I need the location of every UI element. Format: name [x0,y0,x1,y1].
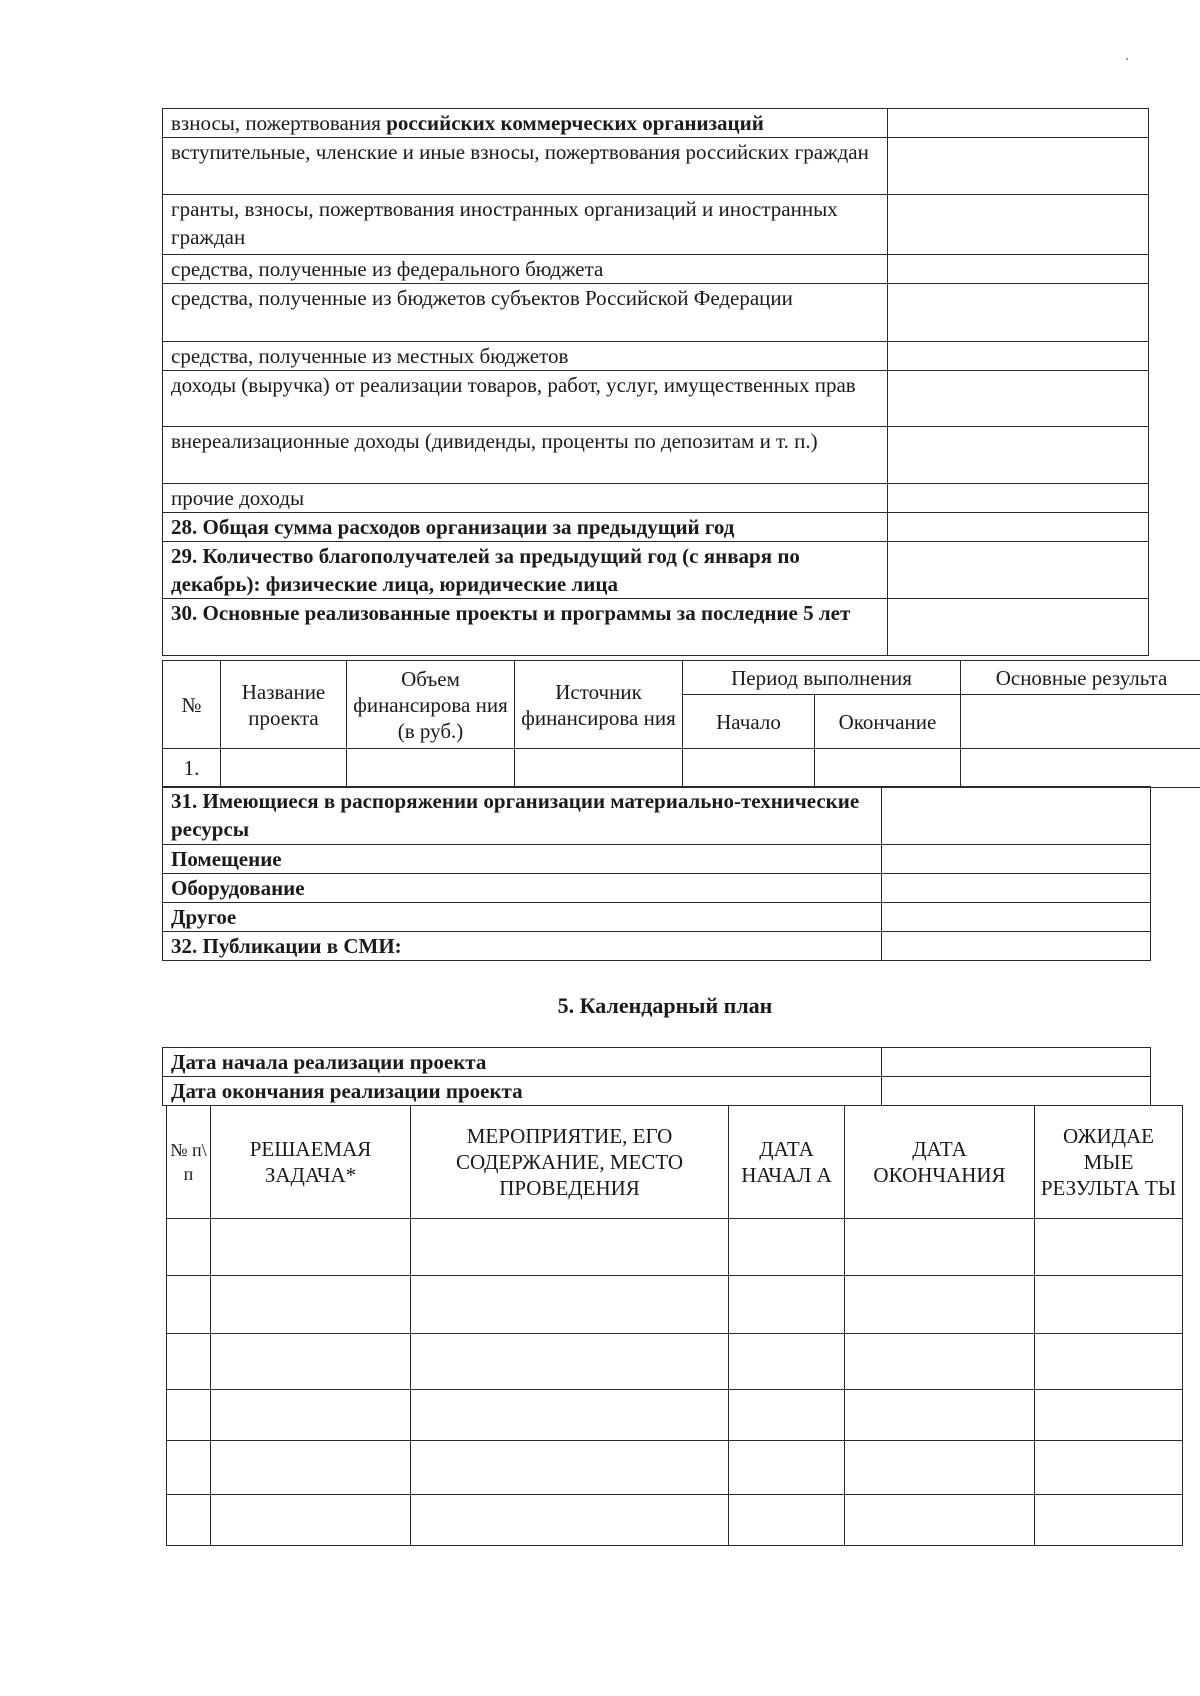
cell-number[interactable] [167,1276,211,1334]
cell-number[interactable] [167,1390,211,1441]
table-row [163,1048,1151,1077]
cell-number[interactable] [167,1219,211,1276]
row-label: средства, полученные из бюджетов субъектов Российской Федерации [163,284,888,342]
table-header-row [167,1106,1183,1219]
cell-event[interactable] [411,1390,729,1441]
header-period-start: Начало [683,695,815,749]
section-title: 5. Календарный план [557,993,773,1018]
question-30-value[interactable] [888,599,1149,656]
table-row [163,599,1149,656]
header-funding-source: Источник финансирова ния [515,661,683,749]
table-row [167,1219,1183,1276]
row-label: доходы (выручка) от реализации товаров, работ, услуг, имущественных прав [163,371,888,427]
header-period: Период выполнения [683,661,961,695]
table-row [167,1390,1183,1441]
table-row [163,542,1149,599]
row-label: вступительные, членские и иные взносы, пожертвования российских граждан [163,138,888,195]
row-label: взносы, пожертвования российских коммерческих организаций [163,109,888,138]
cell-number[interactable] [167,1495,211,1546]
question-32-value[interactable] [882,932,1151,961]
cell-funding-source[interactable] [515,749,683,788]
cell-end-date[interactable] [845,1441,1035,1495]
cell-event[interactable] [411,1276,729,1334]
cell-project-name[interactable] [221,749,347,788]
table-row [163,932,1151,961]
question-28-value[interactable] [888,513,1149,542]
header-number: № [163,661,221,749]
cell-start-date[interactable] [729,1334,845,1390]
question-31-value[interactable] [882,787,1151,845]
cell-expected-results[interactable] [1035,1219,1183,1276]
value-cell[interactable] [888,484,1149,513]
table-row [163,787,1151,845]
equipment-label: Оборудование [163,874,882,903]
header-number: № п\ п [167,1106,211,1219]
question-28-label: 28. Общая сумма расходов организации за предыдущий год [163,513,888,542]
cell-event[interactable] [411,1334,729,1390]
table-row [167,1334,1183,1390]
table-row [167,1441,1183,1495]
cell-event[interactable] [411,1219,729,1276]
cell-start-date[interactable] [729,1390,845,1441]
end-date-value[interactable] [882,1077,1151,1106]
value-cell[interactable] [888,342,1149,371]
header-project-name: Название проекта [221,661,347,749]
cell-results[interactable] [961,749,1200,788]
other-value[interactable] [882,903,1151,932]
value-cell[interactable] [888,255,1149,284]
value-cell[interactable] [888,427,1149,484]
table-row [163,427,1149,484]
table-row [167,1495,1183,1546]
cell-expected-results[interactable] [1035,1276,1183,1334]
start-date-value[interactable] [882,1048,1151,1077]
cell-task[interactable] [211,1441,411,1495]
table-row [163,195,1149,255]
cell-end-date[interactable] [845,1219,1035,1276]
cell-task[interactable] [211,1219,411,1276]
table-row [163,874,1151,903]
cell-end-date[interactable] [845,1390,1035,1441]
cell-period-end[interactable] [815,749,961,788]
question-29-label: 29. Количество благополучателей за предыдущий год (с января по декабрь): физические лица, юридические лица [163,542,888,599]
cell-period-start[interactable] [683,749,815,788]
cell-start-date[interactable] [729,1441,845,1495]
value-cell[interactable] [888,284,1149,342]
cell-expected-results[interactable] [1035,1495,1183,1546]
row-label: средства, полученные из местных бюджетов [163,342,888,371]
cell-start-date[interactable] [729,1495,845,1546]
calendar-plan-table [166,1105,1183,1546]
cell-expected-results[interactable] [1035,1390,1183,1441]
value-cell[interactable] [888,195,1149,255]
table-header-row [163,661,1200,695]
cell-expected-results[interactable] [1035,1441,1183,1495]
project-dates-table [162,1047,1151,1106]
question-29-value[interactable] [888,542,1149,599]
cell-number[interactable] [167,1441,211,1495]
header-start-date: ДАТА НАЧАЛ А [729,1106,845,1219]
table-row [163,845,1151,874]
value-cell[interactable] [888,138,1149,195]
table-row [163,903,1151,932]
cell-task[interactable] [211,1276,411,1334]
question-32-label: 32. Публикации в СМИ: [163,932,882,961]
cell-end-date[interactable] [845,1276,1035,1334]
table-row [163,342,1149,371]
table-row [163,749,1200,788]
cell-task[interactable] [211,1390,411,1441]
resources-table [162,786,1151,961]
cell-event[interactable] [411,1495,729,1546]
question-31-label: 31. Имеющиеся в распоряжении организации материально-технические ресурсы [163,787,882,845]
header-expected-results: ОЖИДАЕ МЫЕ РЕЗУЛЬТА ТЫ [1035,1106,1183,1219]
table-row [163,255,1149,284]
table-row [167,1276,1183,1334]
row-label: внереализационные доходы (дивиденды, проценты по депозитам и т. п.) [163,427,888,484]
income-sources-table [162,108,1149,656]
header-results: Основные результа [961,661,1200,695]
start-date-label: Дата начала реализации проекта [163,1048,882,1077]
header-task: РЕШАЕМАЯ ЗАДАЧА* [211,1106,411,1219]
cell-number[interactable] [167,1334,211,1390]
value-cell[interactable] [888,109,1149,138]
header-period-end: Окончание [815,695,961,749]
cell-start-date[interactable] [729,1219,845,1276]
cell-event[interactable] [411,1441,729,1495]
row-label: гранты, взносы, пожертвования иностранных организаций и иностранных граждан [163,195,888,255]
cell-expected-results[interactable] [1035,1334,1183,1390]
row-number: 1. [163,749,221,788]
table-row [163,371,1149,427]
question-30-label: 30. Основные реализованные проекты и программы за последние 5 лет [163,599,888,656]
table-row [163,1077,1151,1106]
row-label: прочие доходы [163,484,888,513]
premises-value[interactable] [882,845,1151,874]
cell-task[interactable] [211,1334,411,1390]
value-cell[interactable] [888,371,1149,427]
cell-funding-amount[interactable] [347,749,515,788]
header-end-date: ДАТА ОКОНЧАНИЯ [845,1106,1035,1219]
end-date-label: Дата окончания реализации проекта [163,1077,882,1106]
premises-label: Помещение [163,845,882,874]
header-event: МЕРОПРИЯТИЕ, ЕГО СОДЕРЖАНИЕ, МЕСТО ПРОВЕДЕНИЯ [411,1106,729,1219]
cell-end-date[interactable] [845,1495,1035,1546]
projects-table [162,660,1200,788]
table-row [163,484,1149,513]
table-row [163,138,1149,195]
row-label: средства, полученные из федерального бюджета [163,255,888,284]
cell-start-date[interactable] [729,1276,845,1334]
table-row [163,284,1149,342]
cell-task[interactable] [211,1495,411,1546]
header-results-sub [961,695,1200,749]
table-row [163,109,1149,138]
table-row [163,513,1149,542]
equipment-value[interactable] [882,874,1151,903]
cell-end-date[interactable] [845,1334,1035,1390]
header-funding-amount: Объем финансирова ния (в руб.) [347,661,515,749]
scan-speck [1126,58,1128,60]
other-label: Другое [163,903,882,932]
